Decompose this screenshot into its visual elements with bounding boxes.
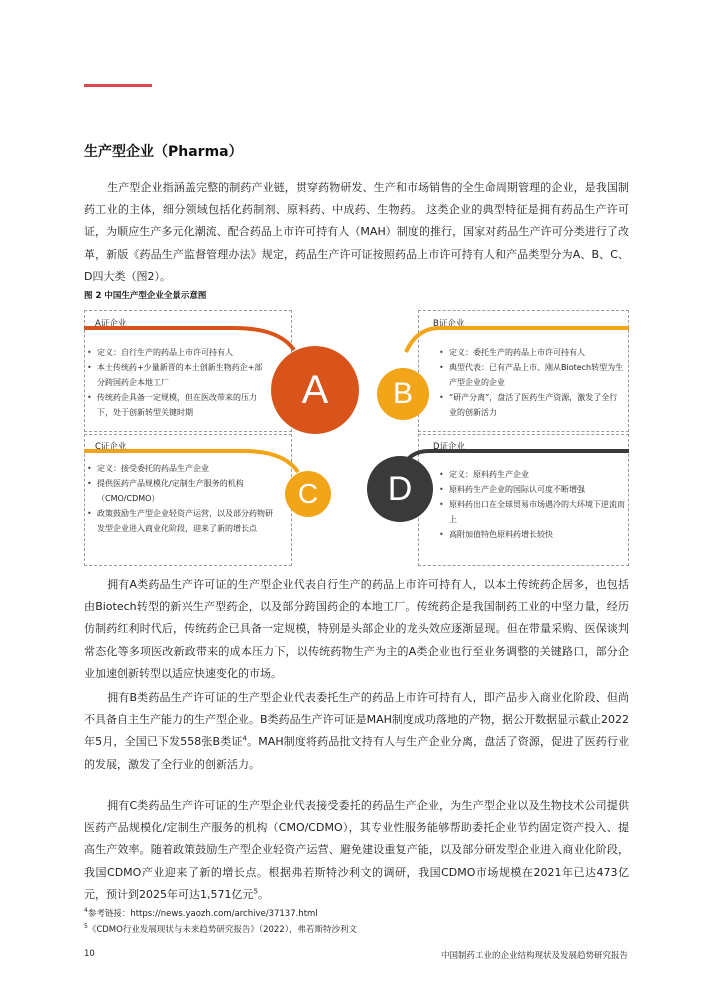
paragraph-b-text-cont: 。MAH制度将药品批文持有人与生产企业分离，盘活了资源，促进了医药行业的发展，激发了全行业的创新活力。 <box>84 735 629 771</box>
quadrant-b-letter-circle: B <box>377 368 429 420</box>
paragraph-a-class: 拥有A类药品生产许可证的生产型企业代表自行生产的药品上市许可持有人，以本土传统药企居多，也包括由Biotech转型的新兴生产型药企，以及部分跨国药企的本地工厂。传统药企是我国制药工业的中坚力量，经历仿制药红利时代后，传统药企已具备一定规模，特别是头部企业的龙头效应逐渐显现。但在带量采购、医保谈判常态化等多项医改新政带来的成本压力下，以传统药物生产为主的A类企业也行至业务调整的关键路口，部分企业加速创新转型以适应快速变化的市场。 <box>84 578 629 680</box>
quadrant-a-letter-circle: A <box>271 346 359 434</box>
top-accent-rule <box>84 84 152 87</box>
quadrant-d-letter-circle: D <box>367 456 433 522</box>
quadrant-c-letter-circle: C <box>285 471 331 517</box>
quadrant-a-item: • 定义：自行生产的药品上市许可持有人 <box>85 345 265 360</box>
paragraph-c-class <box>84 795 629 906</box>
paragraph-c-text-cont: 。 <box>257 887 269 901</box>
quadrant-c-title: C证企业 <box>95 442 127 452</box>
quadrant-c-connector <box>84 451 298 472</box>
footnote-ref-5[interactable]: 5 <box>253 887 258 896</box>
footnotes <box>84 906 357 938</box>
footnote-5-number: 5 <box>84 923 88 931</box>
connector-lines <box>84 304 629 566</box>
page-number: 10 <box>84 949 95 959</box>
quadrant-b-title: B证企业 <box>433 319 465 329</box>
quadrant-d-title: D证企业 <box>433 442 466 452</box>
quadrant-c-item: • 政策鼓励生产型企业轻资产运营，以及部分药物研发型企业进入商业化阶段，迎来了新的增长点 <box>85 506 275 536</box>
quadrant-d-item: • 原料药出口在全球贸易市场遇冷的大环境下逆流而上 <box>437 497 625 527</box>
quadrant-a-title: A证企业 <box>95 319 127 329</box>
quadrant-d-connector <box>402 451 629 469</box>
footnote-4-number: 4 <box>84 907 88 915</box>
figure-caption: 图 2 中国生产型企业全景示意图 <box>84 291 207 301</box>
quadrant-b-item: • 定义：委托生产的药品上市许可持有人 <box>437 345 625 360</box>
footnote-4 <box>84 906 357 922</box>
quadrant-d-item: • 原料药生产企业的国际认可度不断增强 <box>437 482 625 497</box>
quadrant-b-item: • 典型代表：已有产品上市、刚从Biotech转型为生产型企业的企业 <box>437 360 625 390</box>
quadrant-b-connector <box>406 328 629 352</box>
footnote-ref-4[interactable]: 4 <box>242 734 248 743</box>
section-title: 生产型企业（Pharma） <box>84 144 243 160</box>
quadrant-c-item: • 定义：接受委托的药品生产企业 <box>85 461 275 476</box>
footnote-5 <box>84 922 357 938</box>
quadrant-d-item: • 定义：原料药生产企业 <box>437 467 625 482</box>
paragraph-b-text: 拥有B类药品生产许可证的生产型企业代表委托生产的药品上市许可持有人，即产品步入商业化阶段、但尚不具备自主生产能力的生产型企业。B类药品生产许可证是MAH制度成功落地的产物，据公开数据显示截止2022年5月，全国已下发558张B类证 <box>84 691 629 749</box>
quadrant-a-connector <box>84 328 294 350</box>
running-title: 中国制药工业的企业结构现状及发展趋势研究报告 <box>440 951 628 961</box>
quadrant-d-item: • 高附加值特色原料药增长较快 <box>437 527 625 542</box>
footnote-4-link[interactable]: 参考链接：https://news.yaozh.com/archive/37137.html <box>87 909 318 919</box>
figure-landscape-diagram <box>84 304 629 566</box>
quadrant-a-item: • 传统药企具备一定规模，但在医改带来的压力下，处于创新转型关键时期 <box>85 390 265 420</box>
paragraph-c-text: 拥有C类药品生产许可证的生产型企业代表接受委托的药品生产企业，为生产型企业以及生物技术公司提供医药产品规模化/定制生产服务的机构（CMO/CDMO），其专业性服务能够帮助委托企业节约固定资产投入、提高生产效率。随着政策鼓励生产型企业轻资产运营、避免建设重复产能，以及部分研发型企业进入商业化阶段，我国CDMO产业迎来了新的增长点。根据弗若斯特沙利文的调研，我国CDMO市场规模在2021年已达473亿元，预计到2025年可达1,571亿元 <box>84 799 629 901</box>
quadrant-b-item: • “研产分离”，盘活了医药生产资源，激发了全行业的创新活力 <box>437 390 625 420</box>
paragraph-intro: 生产型企业指涵盖完整的制药产业链，贯穿药物研发、生产和市场销售的全生命周期管理的企业，是我国制药工业的主体，细分领域包括化药制剂、原料药、中成药、生物药。 这类企业的典型特征是拥有药品生产许可证，为顺应生产多元化潮流、配合药品上市许可持有人（MAH）制度的推行，国家对药品生产许可分类进行了改革，新版《药品生产监督管理办法》规定，药品生产许可证按照药品上市许可持有人和产品类型分为A、B、C、D四大类（图2）。 <box>84 181 629 283</box>
footnote-5-text: 《CDMO行业发展现状与未来趋势研究报告》（2022），弗若斯特沙利文 <box>87 925 357 935</box>
quadrant-a-item: • 本土传统药+少量新晋的本土创新生物药企+部分跨国药企本地工厂 <box>85 360 265 390</box>
paragraph-b-class <box>84 687 629 776</box>
quadrant-c-item: • 提供医药产品规模化/定制生产服务的机构（CMO/CDMO） <box>85 476 275 506</box>
